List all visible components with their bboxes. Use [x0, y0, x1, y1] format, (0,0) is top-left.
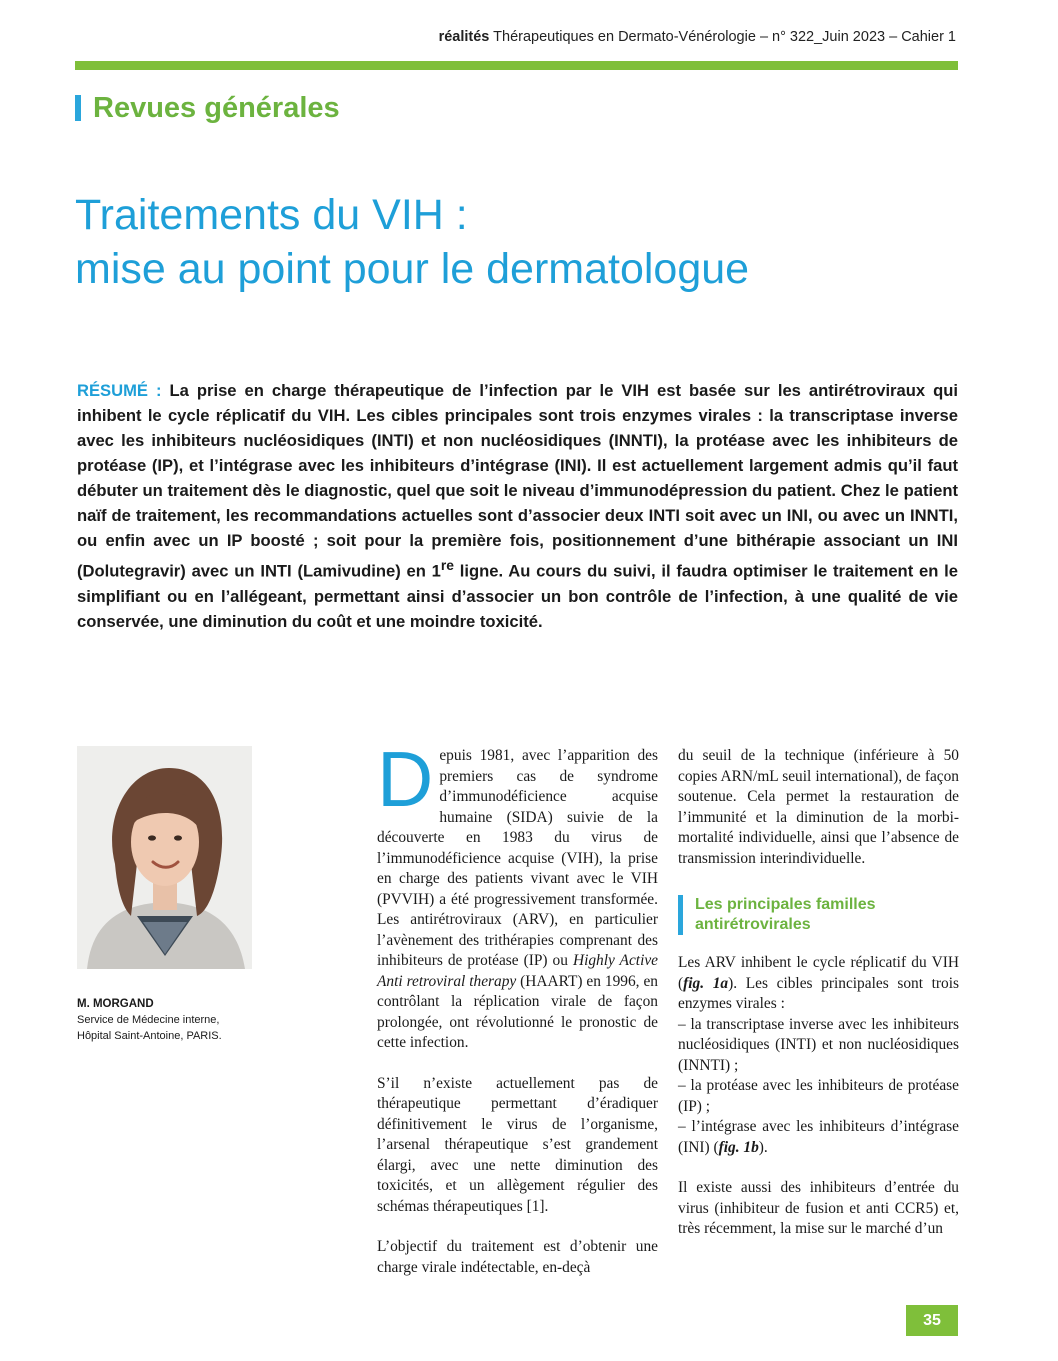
author-name: M. MORGAND — [77, 998, 154, 1010]
drop-cap: D — [377, 735, 434, 823]
header-rule — [75, 61, 958, 70]
subheading — [678, 895, 959, 935]
subheading-text — [695, 895, 876, 935]
author-photo — [77, 746, 252, 969]
paragraph-text: epuis 1981, avec l’apparition des premiers cas de syndrome d’immunodéficience acquise humaine (SIDA) suivie de la découverte en 1983 du virus de l’immunodéficience acquise (VIH), la prise en charge des patients vivant avec le VIH (PVVIH) a été progressivement transformée. Les antirétroviraux (ARV), en particulier l’avènement des trithérapies comprenant des inhibiteurs de protéase (IP) ou — [377, 747, 658, 969]
author-block — [77, 996, 277, 1044]
list-item-text: – l’intégrase avec les inhibiteurs d’intégrase (INI) ( — [678, 1118, 959, 1156]
paragraph-text-end: ). Les cibles principales sont trois enzymes virales : — [678, 974, 959, 1012]
paragraph: du seuil de la technique (inférieure à 50 copies ARN/mL seuil international), de façon soutenue. Cela permet la restauration de l’immunité et la diminution de la morbi-mortalité individuelle, ainsi que l’absence de transmission interindividuelle. — [678, 747, 959, 867]
section-marker — [75, 95, 81, 121]
abstract-text-end: ligne. Au cours du suivi, il faudra optimiser le traitement en le simplifiant ou en l’allégeant, permettant ainsi d’associer un bon contrôle de l’infection, à une qualité de vie conservée, une diminution du coût et une moindre toxicité. — [77, 561, 958, 631]
subheading-line-2: antirétrovirales — [695, 916, 811, 933]
paragraph-text: Les ARV inhibent le cycle réplicatif du VIH ( — [678, 954, 959, 992]
subheading-line-1: Les principales familles — [695, 896, 876, 913]
abstract-label: RÉSUMÉ : — [77, 381, 162, 400]
body-column-1 — [377, 735, 659, 1278]
article-title — [75, 188, 749, 296]
section-tag — [75, 93, 340, 123]
paragraph: L’objectif du traitement est d’obtenir une charge virale indétectable, en-deçà — [377, 1238, 658, 1276]
list-item-text-end: ). — [758, 1138, 768, 1156]
body-column-2 — [678, 746, 959, 1240]
figure-reference: fig. 1b — [718, 1138, 759, 1156]
figure-reference: fig. 1a — [683, 974, 729, 992]
paragraph-text-end: (HAART) en 1996, en contrôlant la réplication virale de façon prolongée, ont révolutionné le pronostic de cette infection. — [377, 972, 658, 1051]
section-label: Revues générales — [93, 91, 340, 124]
title-line-1: Traitements du VIH : — [75, 191, 468, 239]
abstract — [77, 378, 958, 634]
subheading-marker — [678, 895, 683, 935]
paragraph — [678, 953, 959, 1015]
author-affiliation-2: Hôpital Saint-Antoine, PARIS. — [77, 1030, 222, 1042]
author-portrait-image — [77, 746, 252, 969]
title-line-2: mise au point pour le dermatologue — [75, 245, 750, 293]
journal-name: réalités — [438, 29, 490, 45]
italic-term: Highly Active Anti retroviral therapy — [377, 952, 659, 990]
list-item: – la transcriptase inverse avec les inhibiteurs nucléosidiques (INTI) et non nucléosidiques (INNTI) ; — [678, 1015, 959, 1074]
abstract-text: La prise en charge thérapeutique de l’infection par le VIH est basée sur les antirétroviraux qui inhibent le cycle réplicatif du VIH. Les cibles principales sont trois enzymes virales : la transcriptase inverse avec les inhibiteurs nucléosidiques (INTI) et non nucléosidiques (INNTI), la protéase avec les inhibiteurs de protéase (IP), et l’intégrase avec les inhibiteurs d’intégrase (INI). Il est actuellement largement admis qu’il faut débuter un traitement dès le diagnostic, quel que soit le niveau d’immunodépression du patient. Chez le patient naïf de traitement, les recommandations actuelles sont d’associer deux INTI soit avec un INI, ou avec un INNTI, ou enfin avec un IP boosté ; soit pour la première fois, positionnement d’une bithérapie associant un INI (Dolutegravir) avec un INTI (Lamivudine) en 1 — [77, 381, 958, 581]
paragraph — [377, 735, 659, 1054]
list-item — [678, 1117, 959, 1158]
paragraph: S’il n’existe actuellement pas de thérapeutique permettant d’éradiquer définitivement le virus de l’organisme, l’arsenal thérapeutique s’est grandement élargi, avec une nette diminution des toxicités, et un allègement régulier des schémas thérapeutiques [1]. — [377, 1074, 658, 1215]
paragraph: Il existe aussi des inhibiteurs d’entrée du virus (inhibiteur de fusion et anti CCR5) et, très récemment, la mise sur le marché d’un — [678, 1179, 959, 1237]
issue-info: Thérapeutiques en Dermato-Vénérologie – n° 322_Juin 2023 – Cahier 1 — [489, 29, 956, 45]
abstract-superscript: re — [440, 557, 454, 573]
author-affiliation-1: Service de Médecine interne, — [77, 1014, 220, 1026]
list-item: – la protéase avec les inhibiteurs de protéase (IP) ; — [678, 1077, 959, 1115]
page-number: 35 — [906, 1305, 958, 1336]
running-header — [0, 29, 956, 45]
